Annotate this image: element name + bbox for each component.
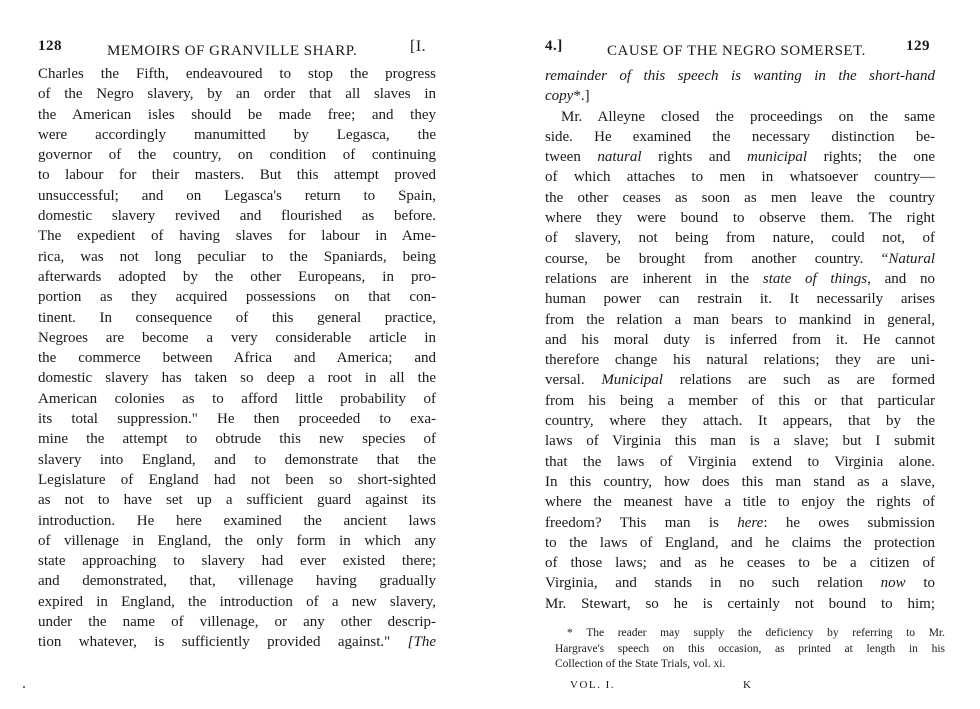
text-fragment: tween (545, 149, 598, 166)
text-line: therefore change his natural relations; they are uni- (545, 352, 935, 369)
text-fragment: relations are inherent in the (545, 270, 763, 287)
text-line: where the meanest have a title to enjoy the rights of (545, 494, 935, 511)
text-line: rica, was not long peculiar to the Spaniards, being (38, 248, 436, 265)
body-text (38, 64, 436, 653)
section-mark: 4.] (545, 38, 563, 54)
text-fragment-italic: remainder of this speech is wanting in the short-hand (545, 68, 935, 84)
text-line: its total suppression." He then proceeded to exa- (38, 411, 436, 428)
text-line: where they were bound to observe them. The right (545, 210, 935, 227)
text-line: Charles the Fifth, endeavoured to stop the progress (38, 66, 436, 82)
text-fragment: rights and (641, 149, 748, 166)
text-fragment-italic: [The (407, 634, 437, 651)
text-line: Legislature of England had not been so short-sighted (38, 471, 436, 488)
text-line: and his moral duty is inferred from it. He cannot (545, 331, 935, 348)
text-line (545, 66, 935, 86)
text-line (545, 573, 935, 593)
signature-mark: K (743, 679, 753, 691)
text-line: and demonstrated, that, villenage having gradually (38, 573, 436, 590)
text-line: In this country, how does this man stand as a slave, (545, 473, 935, 490)
text-line: of villenage in England, the only form in which any (38, 532, 436, 549)
text-fragment: rights; the one (807, 149, 935, 166)
scan-speck (23, 686, 25, 688)
footnote-line: * The reader may supply the deficiency by referring to Mr. (567, 627, 945, 639)
text-line: the commerce between Africa and America; and (38, 350, 436, 367)
footnote-line: Collection of the State Trials, vol. xi. (555, 658, 726, 670)
text-line: the other ceases as soon as men leave the country (545, 189, 935, 206)
text-line (545, 370, 935, 390)
text-line: country, where they attach. It appears, that by the (545, 413, 935, 430)
body-text (545, 66, 935, 614)
text-line: American colonies as to afford little probability of (38, 390, 436, 407)
text-line: Mr. Stewart, so he is certainly not bound to him; (545, 595, 935, 612)
text-line (38, 632, 436, 652)
text-line: introduction. He here examined the ancient laws (38, 512, 436, 529)
text-fragment: *.] (573, 88, 590, 105)
footnote-line: Hargrave's speech on this occasion, as printed at length in his (555, 642, 945, 655)
text-fragment-italic: natural (597, 149, 642, 166)
text-fragment: to (905, 575, 935, 592)
text-line: afterwards adopted by the other Europeans, in pro- (38, 268, 436, 285)
text-line: slavery into England, and to demonstrate that the (38, 451, 436, 468)
text-line: expired in England, the introduction of a new slavery, (38, 593, 436, 610)
text-fragment-italic: copy (545, 88, 574, 105)
running-head: MEMOIRS OF GRANVILLE SHARP. (107, 43, 358, 59)
text-line: from the relation a man bears to mankind in general, (545, 311, 935, 328)
text-line: were accordingly manumitted by Legasca, the (38, 126, 436, 143)
paragraph-start: Mr. Alleyne closed the proceedings on the same (561, 108, 935, 125)
text-fragment: : he owes submission (763, 514, 936, 531)
text-line: of those laws; and as he ceases to be a citizen of (545, 555, 935, 572)
text-fragment: Virginia, and stands in no such relation (545, 575, 881, 592)
text-line: domestic slavery revived and flourished as before. (38, 208, 436, 225)
text-line: state approaching to slavery had ever existed there; (38, 553, 436, 570)
text-line: that the laws of Virginia extend to Virginia alone. (545, 453, 935, 470)
text-line: unsuccessful; and on Legasca's return to Spain, (38, 187, 436, 204)
text-line: laws of Virginia this man is a slave; but I submit (545, 433, 935, 450)
text-line (545, 249, 935, 269)
text-line: side. He examined the necessary distinction be- (545, 128, 935, 145)
running-head: CAUSE OF THE NEGRO SOMERSET. (607, 43, 866, 59)
text-fragment: course, be brought from another country. “ (545, 250, 889, 267)
text-fragment: versal. (545, 372, 602, 389)
text-fragment: tion whatever, is sufficiently provided against." (38, 634, 391, 651)
page-number: 129 (906, 38, 930, 54)
text-line (545, 147, 935, 167)
text-fragment-italic: state of things (762, 270, 868, 287)
text-line: from his being a member of this or that particular (545, 392, 935, 409)
text-line: under the name of villenage, or any other descrip- (38, 614, 436, 631)
text-line: as not to have set up a sufficient guard against its (38, 492, 436, 509)
text-fragment-italic: municipal (747, 149, 808, 166)
text-fragment-italic: Natural (888, 250, 935, 267)
text-line: portion as they acquired possessions on that con- (38, 289, 436, 306)
text-line: of the Negro slavery, by an order that all slaves in (38, 86, 436, 103)
signature-volume: VOL. I. (570, 679, 616, 691)
footnote (555, 626, 945, 673)
text-line: the American isles should be made free; and they (38, 106, 436, 123)
text-line: domestic slavery has taken so deep a root in all the (38, 370, 436, 387)
text-line: human power can restrain it. It necessarily arises (545, 291, 935, 308)
text-fragment-italic: here (737, 514, 764, 531)
page-number: 128 (38, 38, 62, 54)
text-fragment: freedom? This man is (545, 514, 738, 531)
text-line: tinent. In consequence of this general practice, (38, 309, 436, 326)
text-fragment-italic: Municipal (601, 372, 663, 389)
text-line (545, 513, 935, 533)
text-line: Negroes are become a very considerable article in (38, 329, 436, 346)
text-line: of which attaches to men in whatsoever country— (545, 169, 935, 186)
text-line (545, 86, 935, 106)
right-page (490, 0, 980, 709)
text-fragment: , and no (867, 270, 935, 287)
section-mark: [I. (410, 38, 427, 55)
text-line: of slavery, not being from nature, could not, of (545, 230, 935, 247)
text-line: mine the attempt to obtrude this new species of (38, 431, 436, 448)
text-line: to labour for their masters. But this attempt proved (38, 167, 436, 184)
text-line: The expedient of having slaves for labour in Ame- (38, 228, 436, 245)
text-fragment-italic: now (880, 575, 906, 592)
text-line (545, 269, 935, 289)
text-fragment: relations are such as are formed (662, 372, 935, 389)
text-line: to the laws of England, and he claims the protection (545, 534, 935, 551)
text-line: governor of the country, on condition of continuing (38, 147, 436, 164)
